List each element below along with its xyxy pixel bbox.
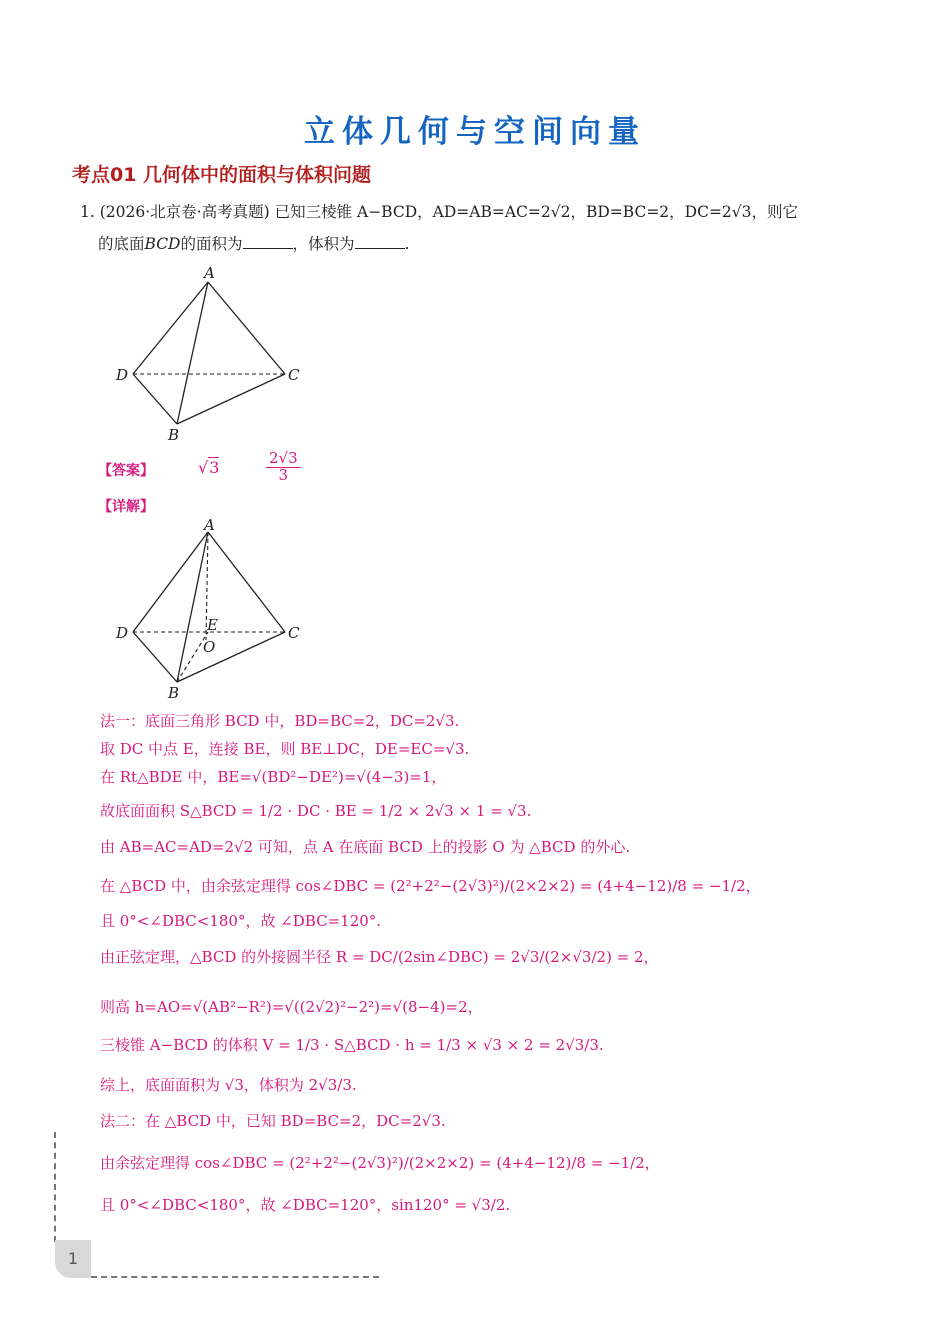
solution-line-4: 故底面面积 S△BCD = 1/2 · DC · BE = 1/2 × 2√3 × 1 = √3. (100, 802, 532, 820)
solution-line-5: 由 AB=AC=AD=2√2 可知，点 A 在底面 BCD 上的投影 O 为 △BCD 的外心. (100, 838, 631, 856)
page-border-vertical (54, 1132, 56, 1242)
page-title: 立体几何与空间向量 (304, 114, 646, 150)
solution-line-9: 则高 h=AO=√(AB²−R²)=√((2√2)²−2²)=√(8−4)=2， (100, 998, 483, 1016)
label-b: B (168, 426, 180, 444)
label-o: O (203, 638, 216, 656)
question-text-part: . (404, 235, 410, 253)
solution-line-14: 且 0°<∠DBC<180°，故 ∠DBC=120°，sin120° = √3/2. (100, 1196, 511, 1214)
question-line-1 (80, 200, 798, 222)
solution-line-2: 取 DC 中点 E，连接 BE，则 BE⊥DC，DE=EC=√3. (100, 740, 470, 758)
question-line-2 (98, 232, 409, 254)
answer-2-denominator: 3 (278, 465, 289, 484)
solution-line-12: 法二：在 △BCD 中，已知 BD=BC=2，DC=2√3. (100, 1112, 446, 1130)
answer-1: √3 (198, 458, 220, 477)
solution-line-11: 综上，底面面积为 √3，体积为 2√3/3. (100, 1076, 357, 1094)
section-title: 考点01 几何体中的面积与体积问题 (72, 164, 372, 186)
tetrahedron-figure (100, 258, 330, 448)
tetrahedron-figure-with-projection (100, 518, 330, 708)
answer-tag: 【答案】 (98, 463, 154, 479)
question-text-part: ，体积为 (292, 235, 355, 253)
question-number: 1. (80, 203, 95, 221)
question-text-part: 的面积为 (180, 235, 243, 253)
solution-line-7: 且 0°<∠DBC<180°，故 ∠DBC=120°. (100, 912, 382, 930)
label-b: B (168, 684, 180, 702)
solution-line-10: 三棱锥 A−BCD 的体积 V = 1/3 · S△BCD · h = 1/3 × √3 × 2 = 2√3/3. (100, 1036, 604, 1054)
page-border-horizontal (91, 1276, 379, 1278)
label-a: A (204, 264, 215, 282)
answer-blank-area (243, 234, 293, 249)
question-text-part: BCD (144, 235, 181, 253)
label-e: E (207, 616, 218, 634)
label-a: A (204, 518, 215, 534)
answer-2-numerator: 2√3 (266, 451, 301, 468)
answer-blank-volume (355, 234, 405, 249)
page-number: 1 (55, 1240, 91, 1278)
solution-line-3: 在 Rt△BDE 中，BE=√(BD²−DE²)=√(4−3)=1， (100, 768, 447, 786)
question-source: (2026·北京卷·高考真题) (99, 203, 270, 221)
label-d: D (116, 624, 129, 642)
solution-line-6: 在 △BCD 中，由余弦定理得 cos∠DBC = (2²+2²−(2√3)²)/(2×2×2) = (4+4−12)/8 = −1/2， (100, 877, 761, 895)
answer-2 (264, 451, 303, 484)
question-text: 已知三棱锥 A−BCD，AD=AB=AC=2√2，BD=BC=2，DC=2√3，则它 (274, 203, 799, 221)
solution-tag: 【详解】 (98, 499, 154, 515)
question-text-part: 的底面 (98, 235, 145, 253)
label-c: C (288, 624, 300, 642)
label-c: C (288, 366, 300, 384)
solution-line-8: 由正弦定理，△BCD 的外接圆半径 R = DC/(2sin∠DBC) = 2√3/(2×√3/2) = 2， (100, 948, 659, 966)
solution-line-1: 法一：底面三角形 BCD 中，BD=BC=2，DC=2√3. (100, 712, 460, 730)
solution-line-13: 由余弦定理得 cos∠DBC = (2²+2²−(2√3)²)/(2×2×2) = (4+4−12)/8 = −1/2， (100, 1154, 660, 1172)
label-d: D (116, 366, 129, 384)
